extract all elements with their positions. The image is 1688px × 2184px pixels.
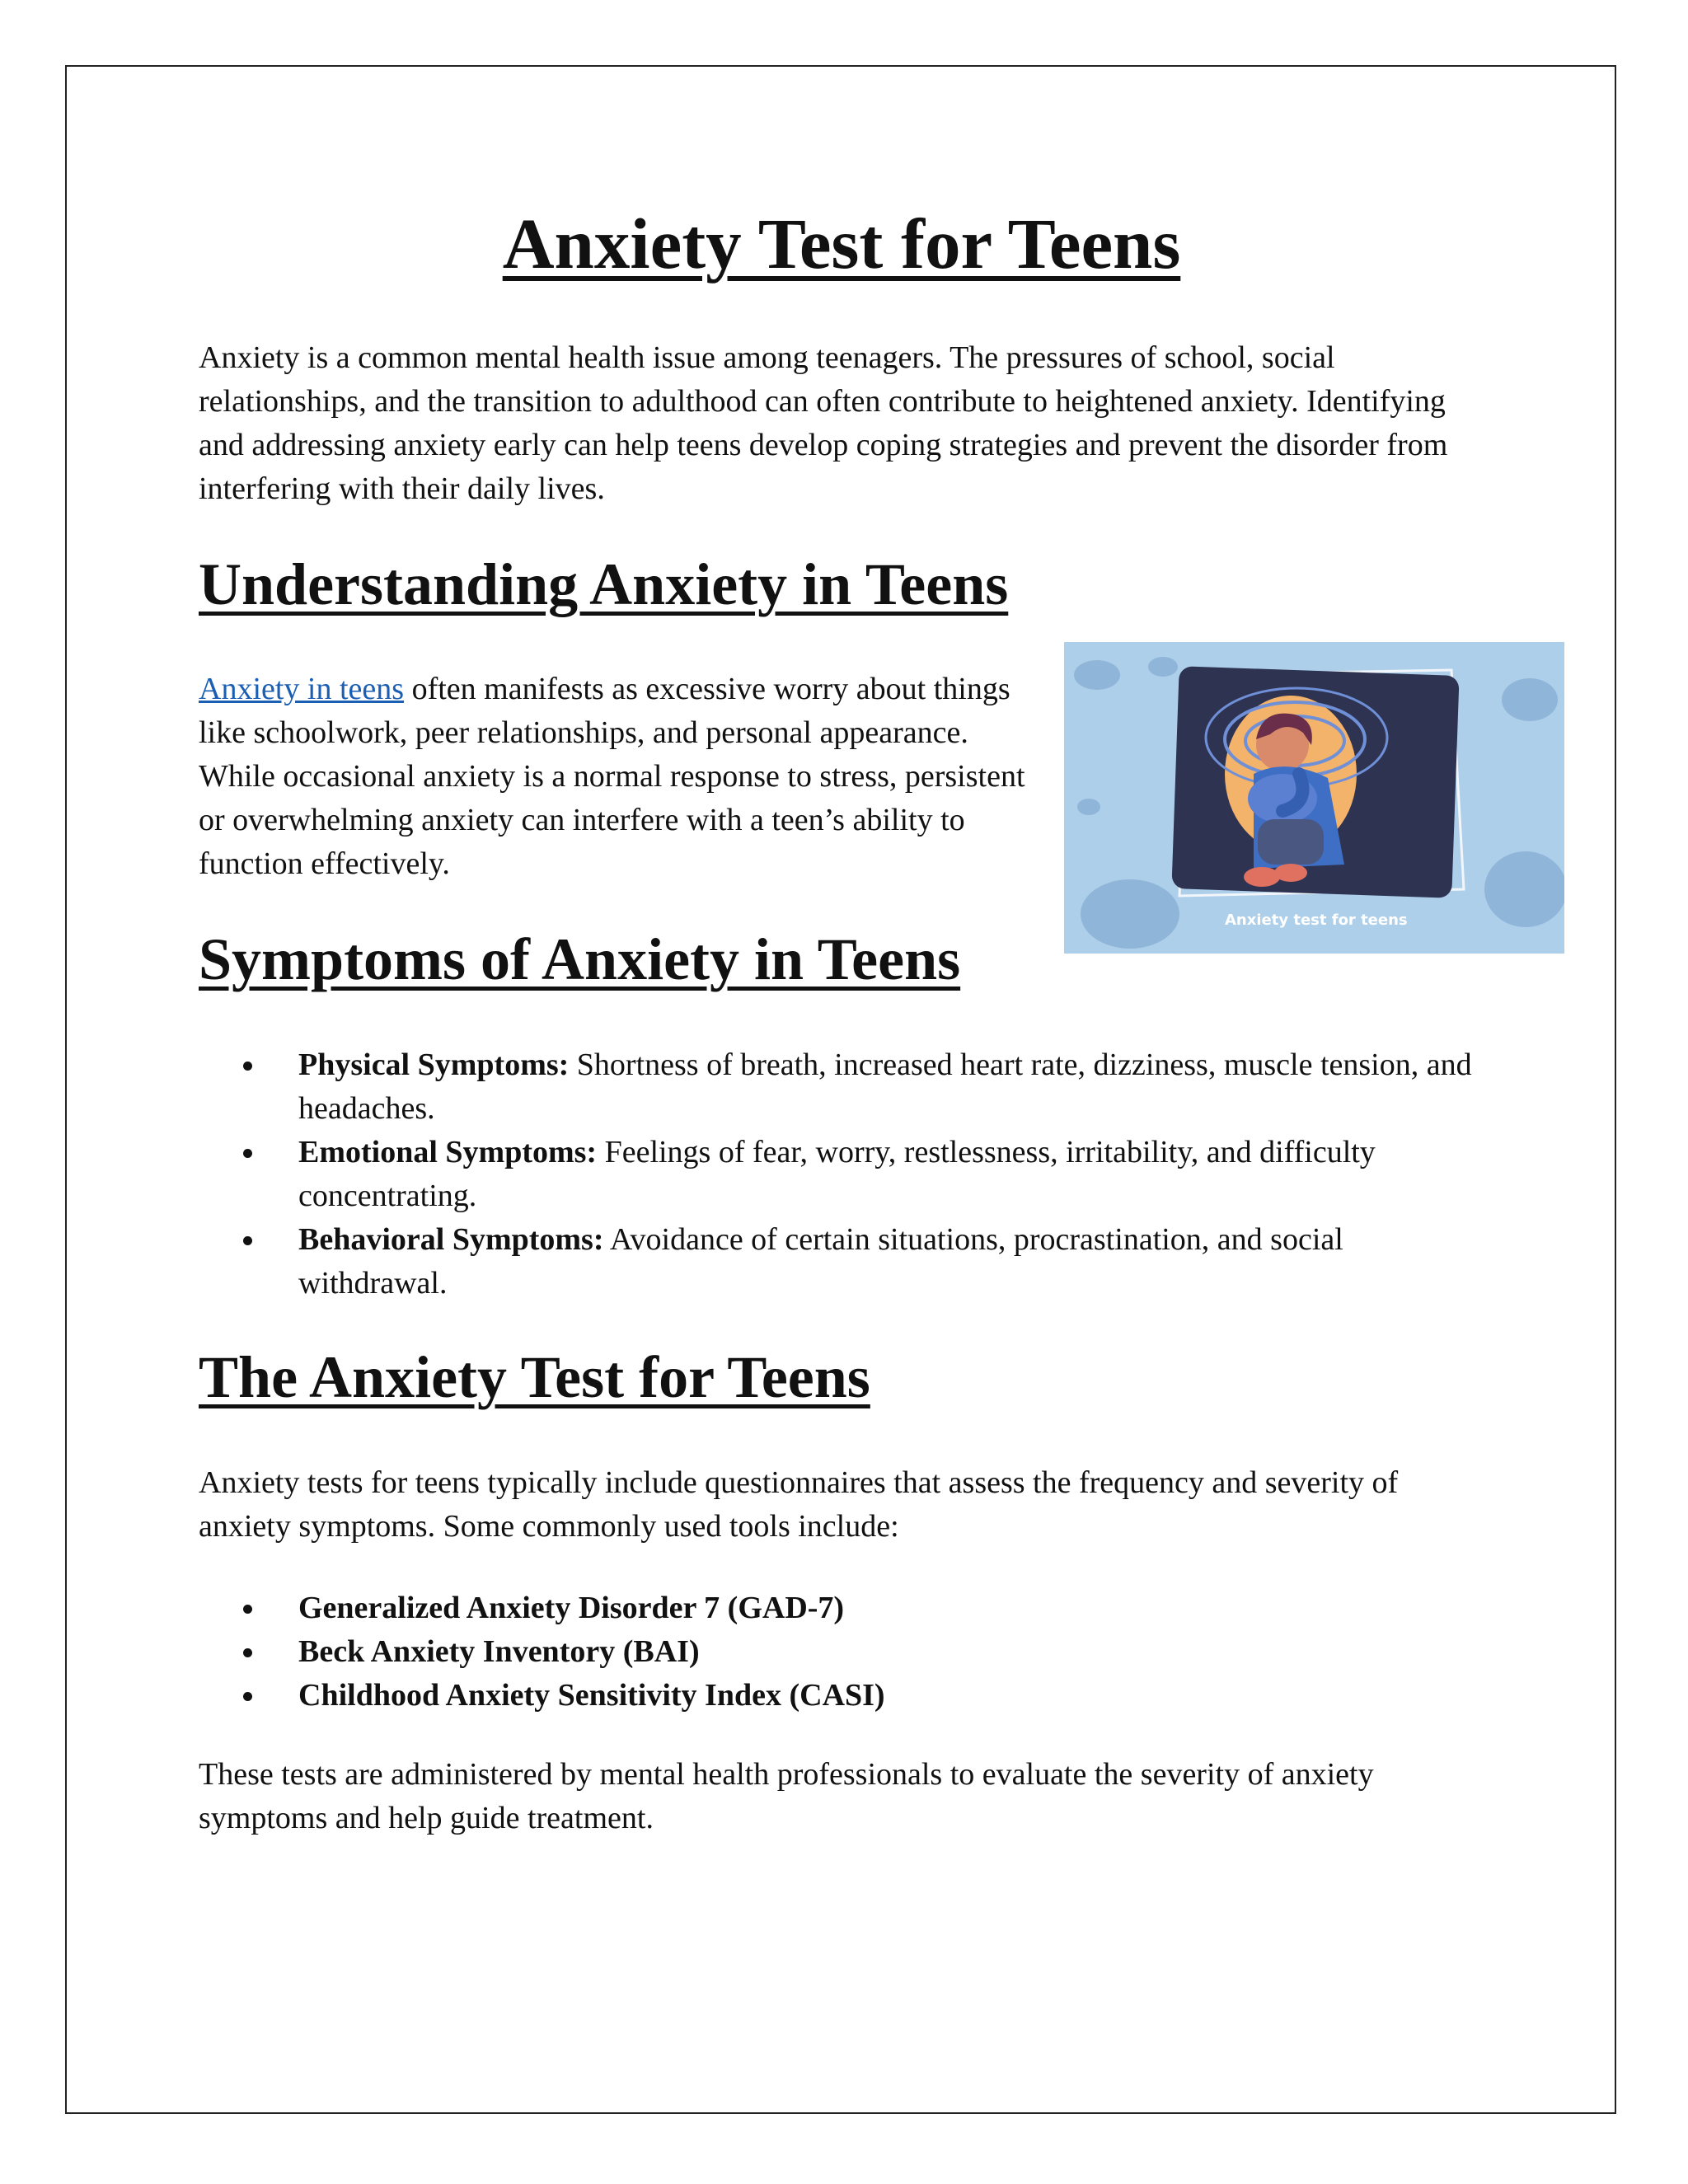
intro-paragraph: Anxiety is a common mental health issue among teenagers. The pressures of school, social relationships, and the transition to adulthood can often contribute to heightened anxiety. Identifying and addressing anxiety early can help teens develop coping strategies and prevent the disorder from interfering with their daily lives. bbox=[199, 340, 1448, 506]
bullet-icon bbox=[243, 1605, 252, 1614]
list-item bbox=[199, 1131, 1484, 1218]
symptom-text: Shortness of breath, increased heart rate, dizziness, muscle tension, and headaches. bbox=[298, 1047, 1472, 1126]
list-item bbox=[199, 1586, 1484, 1630]
list-item bbox=[199, 1218, 1484, 1305]
heading-symptoms: Symptoms of Anxiety in Teens bbox=[199, 926, 961, 992]
list-item bbox=[199, 1674, 1484, 1718]
heading-anxiety-test: The Anxiety Test for Teens bbox=[199, 1344, 870, 1410]
bullet-icon bbox=[243, 1692, 252, 1701]
symptoms-list bbox=[199, 1043, 1484, 1305]
heading-understanding: Understanding Anxiety in Teens bbox=[199, 551, 1009, 617]
tool-name: Generalized Anxiety Disorder 7 (GAD-7) bbox=[298, 1591, 845, 1625]
tools-list bbox=[199, 1586, 1484, 1718]
understanding-text: often manifests as excessive worry about things like schoolwork, peer relationships, and personal appearance. While occasional anxiety is a normal response to stress, persistent or overwhelming anxiety can interfere with a teen’s ability to function effectively. bbox=[199, 672, 1025, 881]
symptom-label: Behavioral Symptoms: bbox=[298, 1222, 604, 1257]
bullet-icon bbox=[243, 1062, 252, 1071]
image-caption: Anxiety test for teens bbox=[1225, 912, 1408, 929]
symptom-text: Avoidance of certain situations, procrastination, and social withdrawal. bbox=[298, 1222, 1343, 1301]
illustration-svg bbox=[1064, 642, 1564, 954]
anxiety-in-teens-link[interactable]: Anxiety in teens bbox=[199, 672, 405, 706]
symptom-label: Emotional Symptoms: bbox=[298, 1135, 598, 1169]
symptom-label: Physical Symptoms: bbox=[298, 1047, 570, 1082]
symptom-text: Feelings of fear, worry, restlessness, irritability, and difficulty concentrating. bbox=[298, 1135, 1376, 1213]
page-title: Anxiety Test for Teens bbox=[502, 204, 1181, 284]
tool-name: Childhood Anxiety Sensitivity Index (CASI) bbox=[298, 1678, 885, 1713]
understanding-paragraph bbox=[199, 668, 1039, 886]
anxious-teen-illustration bbox=[1064, 642, 1564, 954]
tool-name: Beck Anxiety Inventory (BAI) bbox=[298, 1634, 700, 1669]
bullet-icon bbox=[243, 1149, 252, 1158]
list-item bbox=[199, 1630, 1484, 1674]
bullet-icon bbox=[243, 1236, 252, 1245]
test-paragraph: Anxiety tests for teens typically include questionnaires that assess the frequency and severity of anxiety symptoms. Some commonly used tools include: bbox=[199, 1465, 1399, 1544]
closing-paragraph: These tests are administered by mental health professionals to evaluate the severity of anxiety symptoms and help guide treatment. bbox=[199, 1757, 1374, 1835]
bullet-icon bbox=[243, 1648, 252, 1657]
list-item bbox=[199, 1043, 1484, 1131]
